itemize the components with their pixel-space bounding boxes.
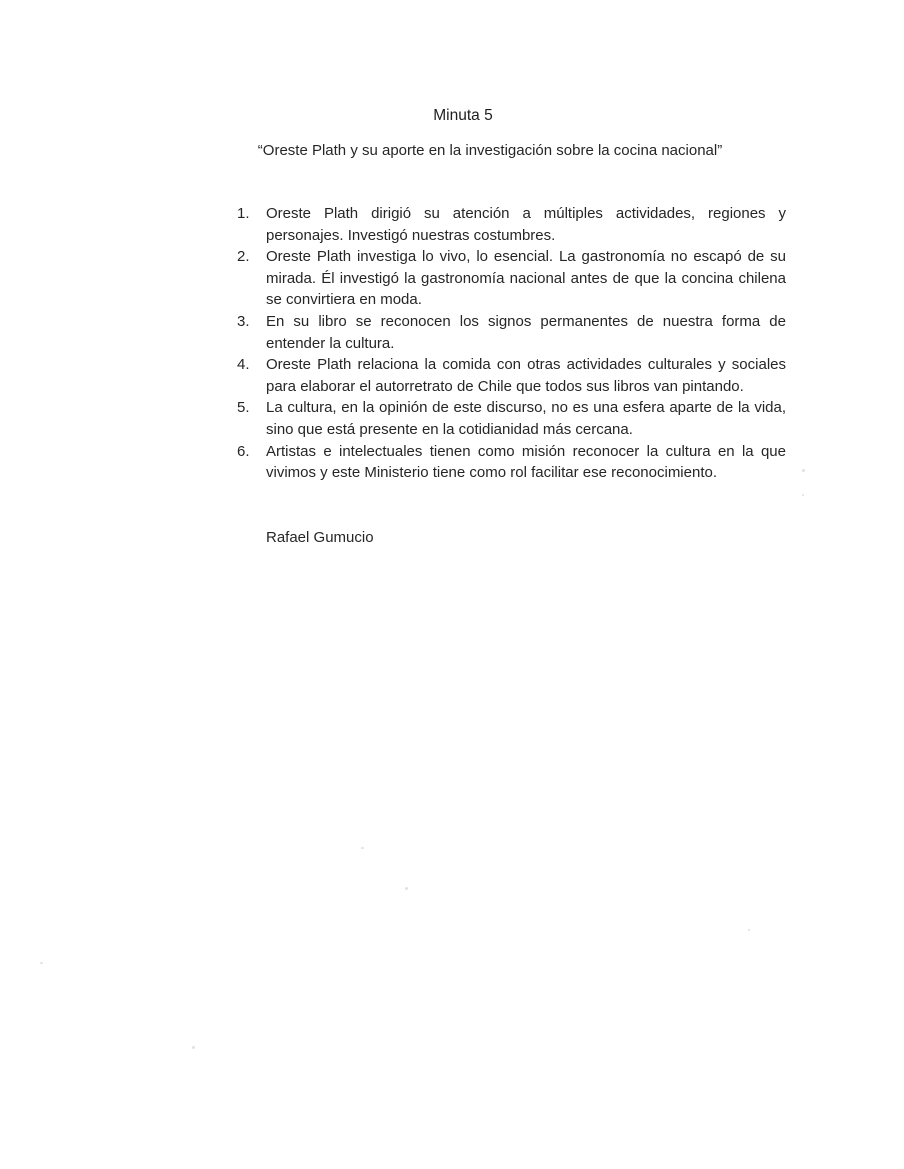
list-item xyxy=(237,311,786,354)
document-title: Minuta 5 xyxy=(433,107,493,124)
scan-noise-speck xyxy=(802,494,804,496)
list-item-number: 2. xyxy=(237,248,250,266)
list-item-number: 6. xyxy=(237,442,250,460)
signature-name: Rafael Gumucio xyxy=(266,529,374,546)
list-item-text: Oreste Plath relaciona la comida con otras actividades culturales y sociales para elaborar el autorretrato de Chile que todos sus libros van pintando. xyxy=(266,356,786,395)
scan-noise-speck xyxy=(192,1046,195,1049)
list-item-number: 3. xyxy=(237,312,250,330)
list-item-number: 5. xyxy=(237,399,250,417)
scan-noise-speck xyxy=(748,929,750,931)
scan-noise-speck xyxy=(802,469,805,472)
list-item-text: En su libro se reconocen los signos permanentes de nuestra forma de entender la cultura. xyxy=(266,312,786,352)
list-item-number: 1. xyxy=(237,205,250,222)
list-item xyxy=(237,246,786,311)
scan-noise-speck xyxy=(361,847,364,849)
list-item-text: Oreste Plath dirigió su atención a múltiples actividades, regiones y personajes. Investigó nuestras costumbres. xyxy=(266,205,786,244)
list-item xyxy=(237,354,786,397)
list-item xyxy=(237,203,786,246)
list-item-text: Oreste Plath investiga lo vivo, lo esencial. La gastronomía no escapó de su mirada. Él investigó la gastronomía nacional antes de que la concina chilena se convirtiera en moda. xyxy=(266,248,786,309)
list-item xyxy=(237,397,786,440)
list-item-text: Artistas e intelectuales tienen como misión reconocer la cultura en la que vivimos y este Ministerio tiene como rol facilitar ese reconocimiento. xyxy=(266,442,786,482)
document-subtitle: “Oreste Plath y su aporte en la investigación sobre la cocina nacional” xyxy=(257,142,723,159)
numbered-list xyxy=(237,203,786,484)
scan-noise-speck xyxy=(405,887,408,890)
list-item-text: La cultura, en la opinión de este discurso, no es una esfera aparte de la vida, sino que está presente en la cotidianidad más cercana. xyxy=(266,399,786,438)
list-item-number: 4. xyxy=(237,356,250,374)
scan-noise-speck xyxy=(40,962,43,964)
list-item xyxy=(237,441,786,484)
